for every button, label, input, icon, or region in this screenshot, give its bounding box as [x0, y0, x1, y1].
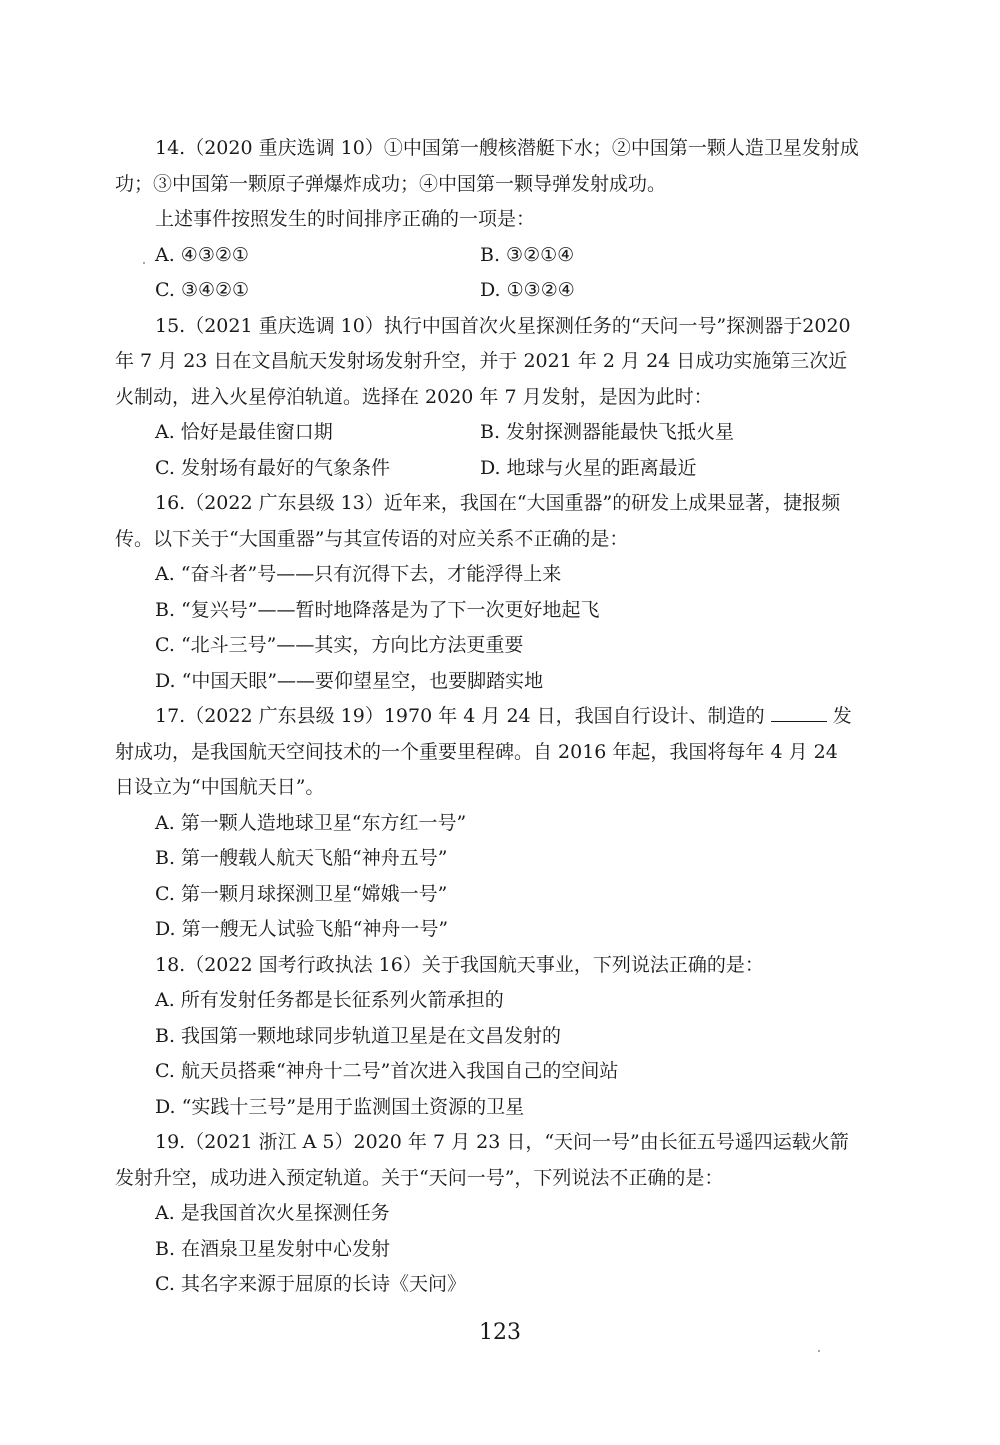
question-15-stem: 15.（2021 重庆选调 10）执行中国首次火星探测任务的“天问一号”探测器于2020 年 7 月 23 日在文昌航天发射场发射升空，并于 2021 年 2 月 24 日成功实施第三次近火制动，进入火星停泊轨道。选择在 2020 年 7 月发射，是因为此时：: [115, 314, 851, 408]
option-c: C. 其名字来源于屈原的长诗《天问》: [155, 1273, 466, 1295]
question-16-stem: 16.（2022 广东县级 13）近年来，我国在“大国重器”的研发上成果显著，捷报频传。以下关于“大国重器”与其宣传语的对应关系不正确的是：: [115, 492, 841, 550]
question-14-options-row-2: [115, 273, 860, 309]
question-14-stem-2: 上述事件按照发生的时间排序正确的一项是：: [155, 208, 536, 230]
option-c: C. 发射场有最好的气象条件: [155, 456, 390, 479]
option-a: A. 恰好是最佳窗口期: [155, 421, 333, 443]
option-a: A. “奋斗者”号——只有沉得下去，才能浮得上来: [155, 563, 562, 585]
option-a: A. 第一颗人造地球卫星“东方红一号”: [155, 811, 467, 834]
option-b: B. 在酒泉卫星发射中心发射: [155, 1237, 391, 1260]
question-15-options-row-2: [115, 451, 860, 487]
question-15-options-row-1: [115, 415, 860, 451]
option-d: D. 地球与火星的距离最近: [480, 456, 697, 479]
question-17-stem: 17.（2022 广东县级 19）1970 年 4 月 24 日，我国自行设计、制造的 发射成功，是我国航天空间技术的一个重要里程碑。自 2016 年起，我国将每年 4 月 24 日设立为“中国航天日”。: [115, 705, 852, 798]
option-b: B. “复兴号”——暂时地降落是为了下一次更好地起飞: [155, 598, 600, 621]
option-d: D. 第一艘无人试验飞船“神舟一号”: [155, 918, 449, 940]
option-a: A. 是我国首次火星探测任务: [155, 1202, 390, 1224]
option-b: B. 第一艘载人航天飞船“神舟五号”: [155, 847, 448, 869]
option-a: A. ④③②①: [155, 243, 249, 266]
option-d: D. “中国天眼”——要仰望星空，也要脚踏实地: [155, 669, 544, 692]
option-c: C. 航天员搭乘“神舟十二号”首次进入我国自己的空间站: [155, 1060, 619, 1082]
question-14-stem: 14.（2020 重庆选调 10）①中国第一艘核潜艇下水；②中国第一颗人造卫星发射成功；③中国第一颗原子弹爆炸成功；④中国第一颗导弹发射成功。: [115, 137, 859, 195]
question-list: [115, 131, 860, 1303]
question-18-stem: 18.（2022 国考行政执法 16）关于我国航天事业，下列说法正确的是：: [155, 953, 764, 976]
option-c: C. “北斗三号”——其实，方向比方法更重要: [155, 634, 524, 656]
option-c: C. ③④②①: [155, 279, 250, 301]
option-d: D. ①③②④: [480, 279, 575, 301]
scan-speck: [818, 1350, 820, 1352]
option-d: D. “实践十三号”是用于监测国土资源的卫星: [155, 1095, 525, 1118]
scan-speck: [143, 262, 145, 264]
page-number: 123: [479, 1320, 521, 1345]
answer-blank: [771, 703, 827, 722]
question-14-options-row-1: [115, 238, 860, 274]
option-b: B. ③②①④: [480, 243, 575, 266]
option-b: B. 发射探测器能最快飞抵火星: [480, 421, 735, 443]
option-c: C. 第一颗月球探测卫星“嫦娥一号”: [155, 882, 448, 905]
option-b: B. 我国第一颗地球同步轨道卫星是在文昌发射的: [155, 1024, 562, 1047]
question-19-stem: 19.（2021 浙江 A 5）2020 年 7 月 23 日，“天问一号”由长征五号遥四运载火箭发射升空，成功进入预定轨道。关于“天问一号”，下列说法不正确的是：: [115, 1131, 849, 1189]
option-a: A. 所有发射任务都是长征系列火箭承担的: [155, 989, 504, 1011]
